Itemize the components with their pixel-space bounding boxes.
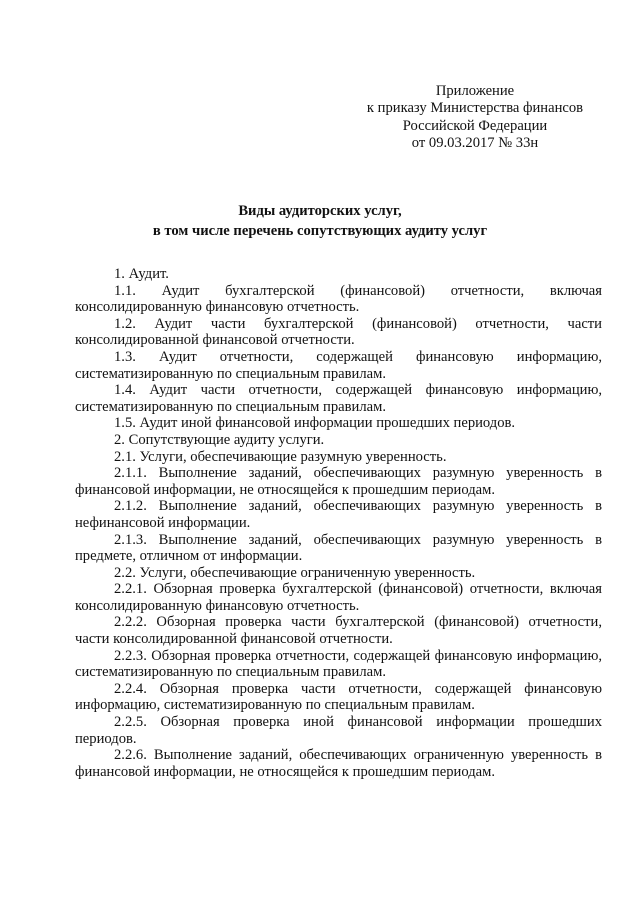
document-title — [0, 201, 640, 241]
list-item: 1.3. Аудит отчетности, содержащей финансовую информацию, систематизированную по специальным правилам. — [75, 348, 602, 382]
list-item: 2.1. Услуги, обеспечивающие разумную уверенность. — [114, 448, 447, 465]
list-item: 1.1. Аудит бухгалтерской (финансовой) отчетности, включая консолидированную финансовую отчетность. — [75, 282, 602, 316]
list-item: 2.1.3. Выполнение заданий, обеспечивающих разумную уверенность в предмете, отличном от информации. — [75, 531, 602, 565]
header-line: к приказу Министерства финансов — [366, 100, 584, 117]
list-item: 2.2.4. Обзорная проверка части отчетности, содержащей финансовую информацию, систематизированную по специальным правилам. — [75, 680, 602, 714]
list-item: 1.5. Аудит иной финансовой информации прошедших периодов. — [114, 415, 516, 432]
list-item: 2.2.3. Обзорная проверка отчетности, содержащей финансовую информацию, систематизированную по специальным правилам. — [75, 647, 602, 681]
header-line: Приложение — [435, 83, 515, 99]
list-item: 2.2.2. Обзорная проверка части бухгалтерской (финансовой) отчетности, части консолидированной финансовой отчетности. — [75, 614, 602, 648]
list-item: 2.2.1. Обзорная проверка бухгалтерской (финансовой) отчетности, включая консолидированную финансовую отчетность. — [75, 581, 602, 614]
appendix-header — [360, 83, 590, 153]
title-line: Виды аудиторских услуг, — [238, 203, 402, 219]
list-item: 1. Аудит. — [114, 266, 169, 282]
list-item: 2.1.1. Выполнение заданий, обеспечивающих разумную уверенность в финансовой информации, не относящейся к прошедшим периодам. — [75, 465, 602, 498]
list-item: 2.1.2. Выполнение заданий, обеспечивающих разумную уверенность в нефинансовой информации. — [75, 498, 602, 531]
list-item: 2.2.5. Обзорная проверка иной финансовой информации прошедших периодов. — [75, 714, 602, 747]
header-line: от 09.03.2017 № 33н — [411, 135, 539, 152]
header-line: Российской Федерации — [402, 117, 548, 134]
list-item: 2.2. Услуги, обеспечивающие ограниченную уверенность. — [114, 564, 476, 581]
title-line: в том числе перечень сопутствующих аудиту услуг — [152, 223, 488, 239]
list-item: 1.2. Аудит части бухгалтерской (финансовой) отчетности, части консолидированной финансовой отчетности. — [75, 315, 602, 349]
list-item: 2. Сопутствующие аудиту услуги. — [114, 431, 325, 448]
list-item: 1.4. Аудит части отчетности, содержащей финансовую информацию, систематизированную по специальным правилам. — [75, 382, 602, 415]
list-item: 2.2.6. Выполнение заданий, обеспечивающих ограниченную уверенность в финансовой информации, не относящейся к прошедшим периодам. — [75, 747, 602, 780]
document-body — [75, 266, 602, 780]
